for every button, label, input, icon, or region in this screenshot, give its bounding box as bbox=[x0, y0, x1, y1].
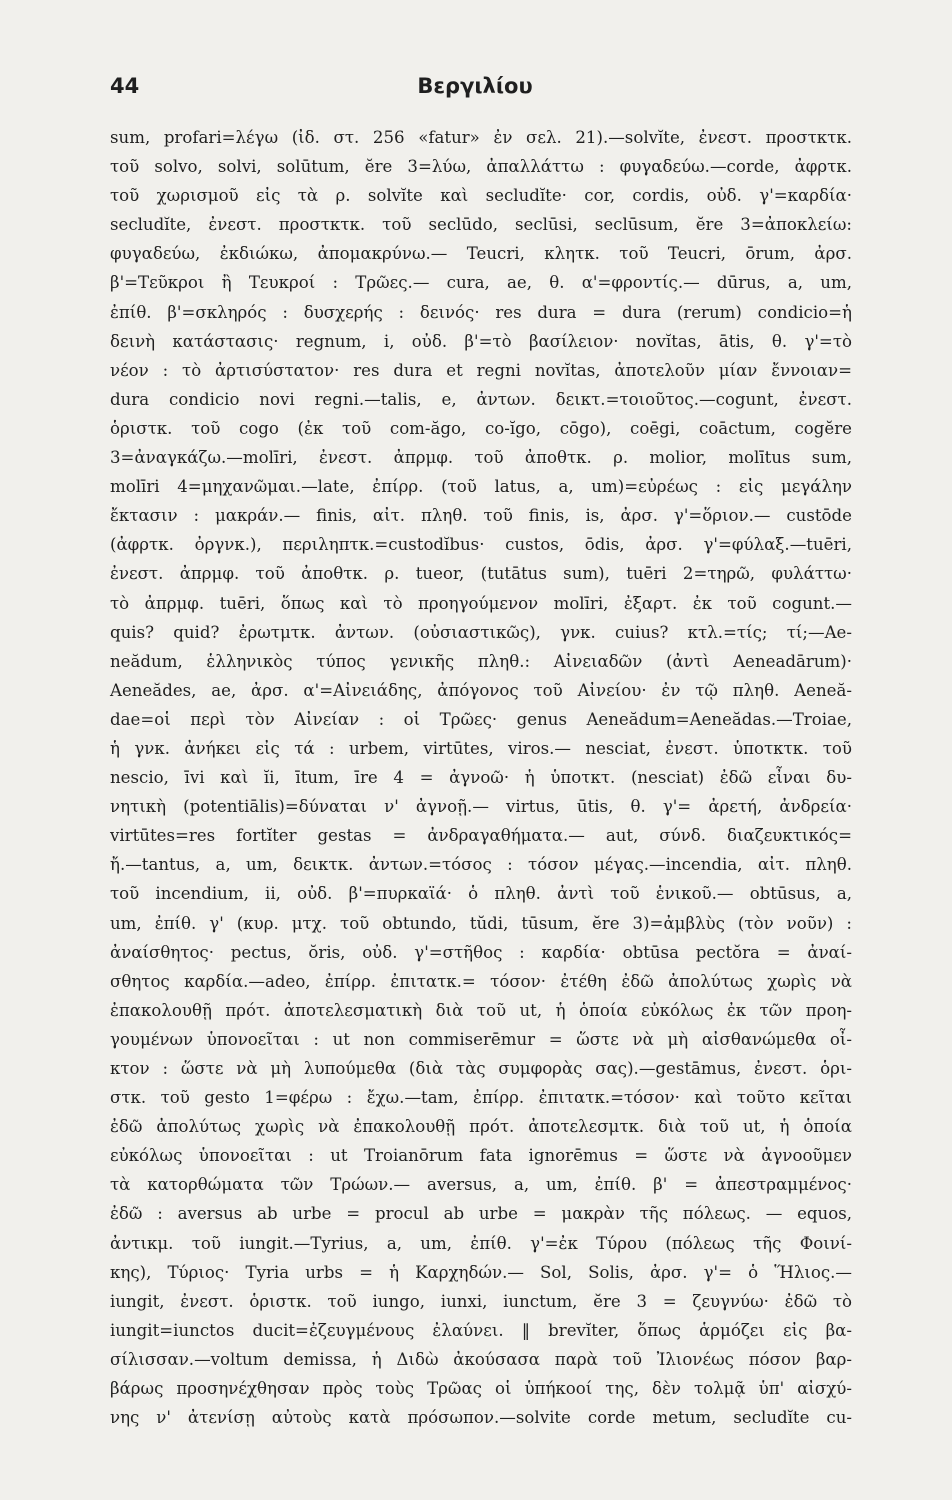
text-line: ἡ γνκ. ἀνήκει εἰς τά : urbem, virtūtes, viros.— nesciat, ἐνεστ. ὑποτκτκ. τοῦ bbox=[110, 738, 852, 758]
text-line: iungit=iunctos ducit=ἐζευγμένους ἐλαύνει. ‖ brevĭter, ὅπως ἁρμόζει εἰς βα- bbox=[110, 1320, 852, 1340]
page-header bbox=[110, 70, 840, 106]
text-line: nescio, īvi καὶ ĭi, ītum, īre 4 = ἀγνοῶ· ἡ ὑποτκτ. (nesciat) ἐδῶ εἶναι δυ- bbox=[110, 768, 852, 788]
text-line: ἐδῶ : aversus ab urbe = procul ab urbe = μακρὰν τῆς πόλεως. — equos, bbox=[110, 1204, 852, 1224]
text-line: στκ. τοῦ gesto 1=φέρω : ἔχω.—tam, ἐπίρρ. ἐπιτατκ.=τόσον· καὶ τοῦτο κεῖται bbox=[110, 1088, 852, 1108]
text-line: τὸ ἀπρμφ. tuēri, ὅπως καὶ τὸ προηγούμενον molīri, ἐξαρτ. ἐκ τοῦ cogunt.— bbox=[110, 593, 852, 613]
text-line: ἀναίσθητος· pectus, ŏris, οὐδ. γ'=στῆθος : καρδία· obtūsa pectŏra = ἀναί- bbox=[110, 942, 852, 962]
text-line: (ἀφρτκ. ὀργνκ.), περιληπτκ.=custodĭbus· custos, ōdis, ἀρσ. γ'=φύλαξ.—tuēri, bbox=[110, 535, 852, 555]
text-line: γουμένων ὑπονοεῖται : ut non commiserēmur = ὥστε νὰ μὴ αἰσθανώμεθα οἶ- bbox=[110, 1029, 852, 1049]
text-line: ἔκτασιν : μακράν.— finis, αἰτ. πληθ. τοῦ finis, is, ἀρσ. γ'=ὅριον.— custōde bbox=[110, 506, 852, 526]
text-line: ἀντικμ. τοῦ iungit.—Tyrius, a, um, ἐπίθ. γ'=ἐκ Τύρου (πόλεως τῆς Φοινί- bbox=[110, 1233, 852, 1253]
commentary-text bbox=[110, 123, 852, 1432]
text-line: um, ἐπίθ. γ' (κυρ. μτχ. τοῦ obtundo, tŭdi, tūsum, ĕre 3)=ἀμβλὺς (τὸν νοῦν) : bbox=[110, 913, 852, 933]
text-line: σθητος καρδία.—adeo, ἐπίρρ. ἐπιτατκ.= τόσον· ἐτέθη ἐδῶ ἀπολύτως χωρὶς νὰ bbox=[110, 971, 852, 991]
text-line: ἐνεστ. ἀπρμφ. τοῦ ἀποθτκ. ρ. tueor, (tutātus sum), tuēri 2=τηρῶ, φυλάττω· bbox=[110, 564, 852, 584]
text-line: δεινὴ κατάστασις· regnum, i, οὐδ. β'=τὸ βασίλειον· novĭtas, ātis, θ. γ'=τὸ bbox=[110, 331, 852, 351]
text-line: κτον : ὥστε νὰ μὴ λυπούμεθα (διὰ τὰς συμφορὰς σας).—gestāmus, ἐνεστ. ὁρι- bbox=[110, 1059, 852, 1078]
page-number: 44 bbox=[110, 74, 140, 98]
text-line: σίλισσαν.—voltum demissa, ἡ Διδὼ ἀκούσασα παρὰ τοῦ Ἰλιονέως πόσον βαρ- bbox=[110, 1349, 852, 1369]
text-line: τοῦ χωρισμοῦ εἰς τὰ ρ. solvĭte καὶ secludĭte· cor, cordis, οὐδ. γ'=καρδία· bbox=[110, 186, 852, 206]
text-line: virtūtes=res fortĭter gestas = ἀνδραγαθήματα.— aut, σύνδ. διαζευκτικός= bbox=[110, 826, 852, 846]
text-line: νητικὴ (potentiālis)=δύναται ν' ἀγνοῇ.— virtus, ūtis, θ. γ'= ἀρετή, ἀνδρεία· bbox=[110, 797, 852, 817]
text-line: ἐπίθ. β'=σκληρός : δυσχερής : δεινός· res dura = dura (rerum) condicio=ἡ bbox=[110, 302, 852, 322]
text-line: Aeneădes, ae, ἀρσ. α'=Αἰνειάδης, ἀπόγονος τοῦ Αἰνείου· ἐν τῷ πληθ. Aeneă- bbox=[110, 680, 852, 700]
text-line: iungit, ἐνεστ. ὁριστκ. τοῦ iungo, iunxi, iunctum, ĕre 3 = ζευγνύω· ἐδῶ τὸ bbox=[110, 1291, 852, 1311]
text-line: ὁριστκ. τοῦ cogo (ἐκ τοῦ com-ăgo, co-ĭgo, cōgo), coēgi, coāctum, cogĕre bbox=[110, 418, 852, 438]
text-line: τοῦ incendium, ii, οὐδ. β'=πυρκαϊά· ὁ πληθ. ἀντὶ τοῦ ἑνικοῦ.— obtūsus, a, bbox=[110, 884, 852, 904]
text-line: φυγαδεύω, ἐκδιώκω, ἀπομακρύνω.— Teucri, κλητκ. τοῦ Teucri, ōrum, ἀρσ. bbox=[110, 244, 852, 264]
text-line: ἤ.—tantus, a, um, δεικτκ. ἀντων.=τόσος : τόσον μέγας.—incendia, αἰτ. πληθ. bbox=[110, 855, 852, 875]
text-line: 3=ἀναγκάζω.—molīri, ἐνεστ. ἀπρμφ. τοῦ ἀποθτκ. ρ. molior, molītus sum, bbox=[110, 448, 852, 468]
text-line: neădum, ἑλληνικὸς τύπος γενικῆς πληθ.: Αἰνειαδῶν (ἀντὶ Aeneadārum)· bbox=[110, 651, 852, 671]
text-line: νης ν' ἀτενίσῃ αὐτοὺς κατὰ πρόσωπον.—solvite corde metum, secludĭte cu- bbox=[110, 1408, 852, 1428]
text-line: βάρως προσηνέχθησαν πρὸς τοὺς Τρῶας οἱ ὑπήκοοί της, δὲν τολμᾷ ὑπ' αἰσχύ- bbox=[110, 1379, 852, 1399]
text-line: sum, profari=λέγω (ἰδ. στ. 256 «fatur» ἐν σελ. 21).—solvĭte, ἐνεστ. προστκτκ. bbox=[110, 128, 852, 147]
text-line: ἐπακολουθῇ πρότ. ἀποτελεσματικὴ διὰ τοῦ ut, ἡ ὁποία εὐκόλως ἐκ τῶν προη- bbox=[110, 1000, 852, 1020]
text-line: secludĭte, ἐνεστ. προστκτκ. τοῦ seclūdo, seclūsi, seclūsum, ĕre 3=ἀποκλείω: bbox=[110, 215, 852, 235]
text-line: εὐκόλως ὑπονοεῖται : ut Troianōrum fata ignorēmus = ὥστε νὰ ἀγνοοῦμεν bbox=[110, 1146, 852, 1166]
text-line: β'=Τεῦκροι ἢ Τευκροί : Τρῶες.— cura, ae, θ. α'=φροντίς.— dūrus, a, um, bbox=[110, 273, 852, 293]
running-head: Βεργιλίου bbox=[417, 74, 533, 98]
text-line: ἐδῶ ἀπολύτως χωρὶς νὰ ἐπακολουθῇ πρότ. ἀποτελεσμτκ. διὰ τοῦ ut, ἡ ὁποία bbox=[110, 1117, 852, 1137]
text-line: dura condicio novi regni.—talis, e, ἀντων. δεικτ.=τοιοῦτος.—cogunt, ἐνεστ. bbox=[110, 389, 852, 409]
text-line: κης), Τύριος· Tyria urbs = ἡ Καρχηδών.— Sol, Solis, ἀρσ. γ'= ὁ Ἥλιος.— bbox=[110, 1262, 852, 1282]
text-line: τοῦ solvo, solvi, solūtum, ĕre 3=λύω, ἀπαλλάττω : φυγαδεύω.—corde, ἀφρτκ. bbox=[110, 157, 852, 177]
text-line: νέον : τὸ ἀρτισύστατον· res dura et regni novĭtas, ἀποτελοῦν μίαν ἔννοιαν= bbox=[110, 360, 852, 380]
text-line: molīri 4=μηχανῶμαι.—late, ἐπίρρ. (τοῦ latus, a, um)=εὐρέως : εἰς μεγάλην bbox=[110, 477, 852, 497]
text-line: τὰ κατορθώματα τῶν Τρώων.— aversus, a, um, ἐπίθ. β' = ἀπεστραμμένος· bbox=[110, 1175, 852, 1195]
text-line: dae=οἱ περὶ τὸν Αἰνείαν : οἱ Τρῶες· genus Aeneădum=Aeneădas.—Troiae, bbox=[110, 709, 852, 729]
text-line: quis? quid? ἐρωτμτκ. ἀντων. (οὐσιαστικῶς), γνκ. cuius? κτλ.=τίς; τί;—Ae- bbox=[110, 622, 852, 642]
